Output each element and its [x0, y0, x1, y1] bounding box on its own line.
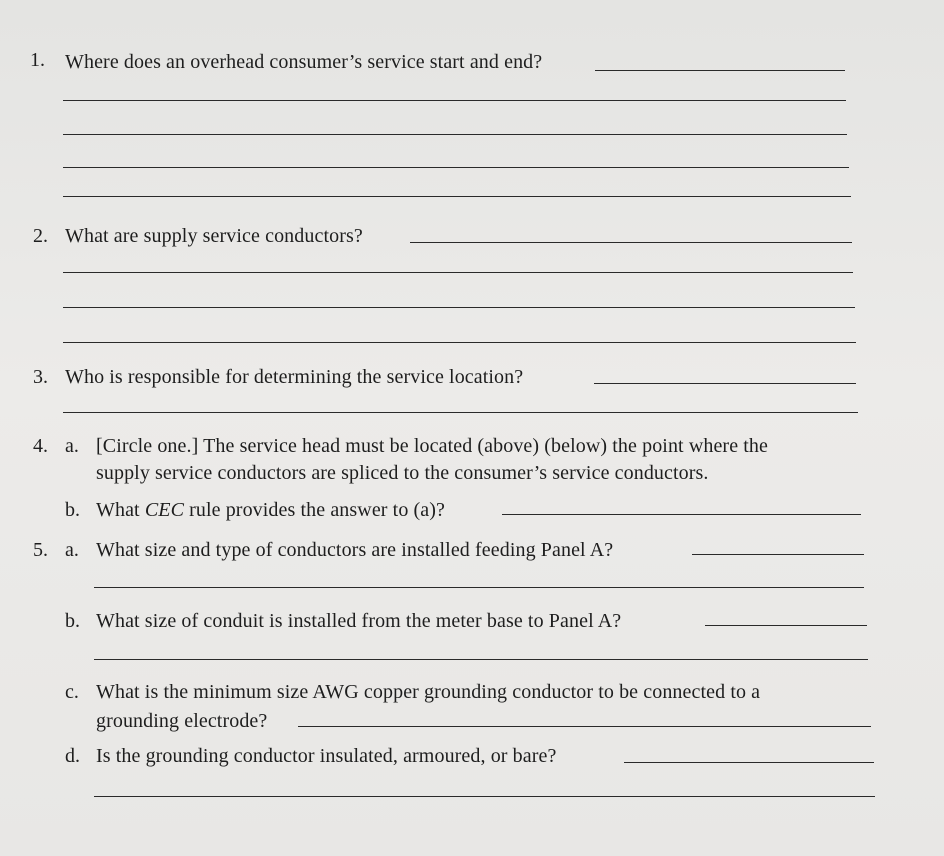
answer-line-1a[interactable]: [63, 100, 846, 101]
answer-line-2-inline[interactable]: [410, 242, 852, 243]
question-1-text: Where does an overhead consumer’s service start and end?: [65, 51, 543, 73]
question-4a-line-1: [Circle one.] The service head must be located (above) (below) the point where the: [96, 435, 769, 457]
question-4b-text-end: rule provides the answer to (a)?: [184, 499, 445, 521]
question-5c-line-2: grounding electrode?: [96, 710, 268, 732]
question-1-number: 1.: [30, 49, 45, 71]
answer-line-5c-inline[interactable]: [298, 726, 871, 727]
question-5-number: 5.: [33, 539, 48, 561]
question-3-text: Who is responsible for determining the service location?: [65, 366, 524, 388]
question-4a-label: a.: [65, 435, 79, 457]
answer-line-2c[interactable]: [63, 342, 856, 343]
answer-line-5a-extra[interactable]: [94, 587, 864, 588]
question-4b-text-start: What: [96, 499, 145, 521]
question-5a-label: a.: [65, 539, 79, 561]
answer-line-1c[interactable]: [63, 167, 849, 168]
question-4b-code-name: CEC: [144, 499, 185, 521]
question-4b-text: [96, 498, 445, 522]
answer-line-1b[interactable]: [63, 134, 847, 135]
question-5d-label: d.: [65, 745, 80, 767]
answer-line-4b-inline[interactable]: [502, 514, 861, 515]
question-5c-line-1: What is the minimum size AWG copper grounding conductor to be connected to a: [96, 681, 761, 703]
answer-line-3-inline[interactable]: [594, 383, 856, 384]
answer-line-2b[interactable]: [63, 307, 855, 308]
answer-line-5b-extra[interactable]: [94, 659, 868, 660]
answer-line-5a-inline[interactable]: [692, 554, 864, 555]
question-5d-text: Is the grounding conductor insulated, armoured, or bare?: [96, 745, 557, 767]
question-2-text: What are supply service conductors?: [65, 225, 363, 247]
question-5b-label: b.: [65, 610, 80, 632]
question-5b-text: What size of conduit is installed from the meter base to Panel A?: [96, 610, 622, 632]
answer-line-5d-inline[interactable]: [624, 762, 874, 763]
question-2-number: 2.: [33, 225, 48, 247]
answer-line-5b-inline[interactable]: [705, 625, 867, 626]
question-5a-text: What size and type of conductors are installed feeding Panel A?: [96, 539, 614, 561]
answer-line-2a[interactable]: [63, 272, 853, 273]
answer-line-5d-extra[interactable]: [94, 796, 875, 797]
answer-line-3a[interactable]: [63, 412, 858, 413]
question-4b-label: b.: [65, 499, 80, 521]
question-3-number: 3.: [33, 366, 48, 388]
answer-line-1d[interactable]: [63, 196, 851, 197]
question-5c-label: c.: [65, 681, 79, 703]
question-4-number: 4.: [33, 435, 48, 457]
answer-line-1-inline[interactable]: [595, 70, 845, 71]
question-4a-line-2: supply service conductors are spliced to the consumer’s service conductors.: [96, 462, 709, 484]
